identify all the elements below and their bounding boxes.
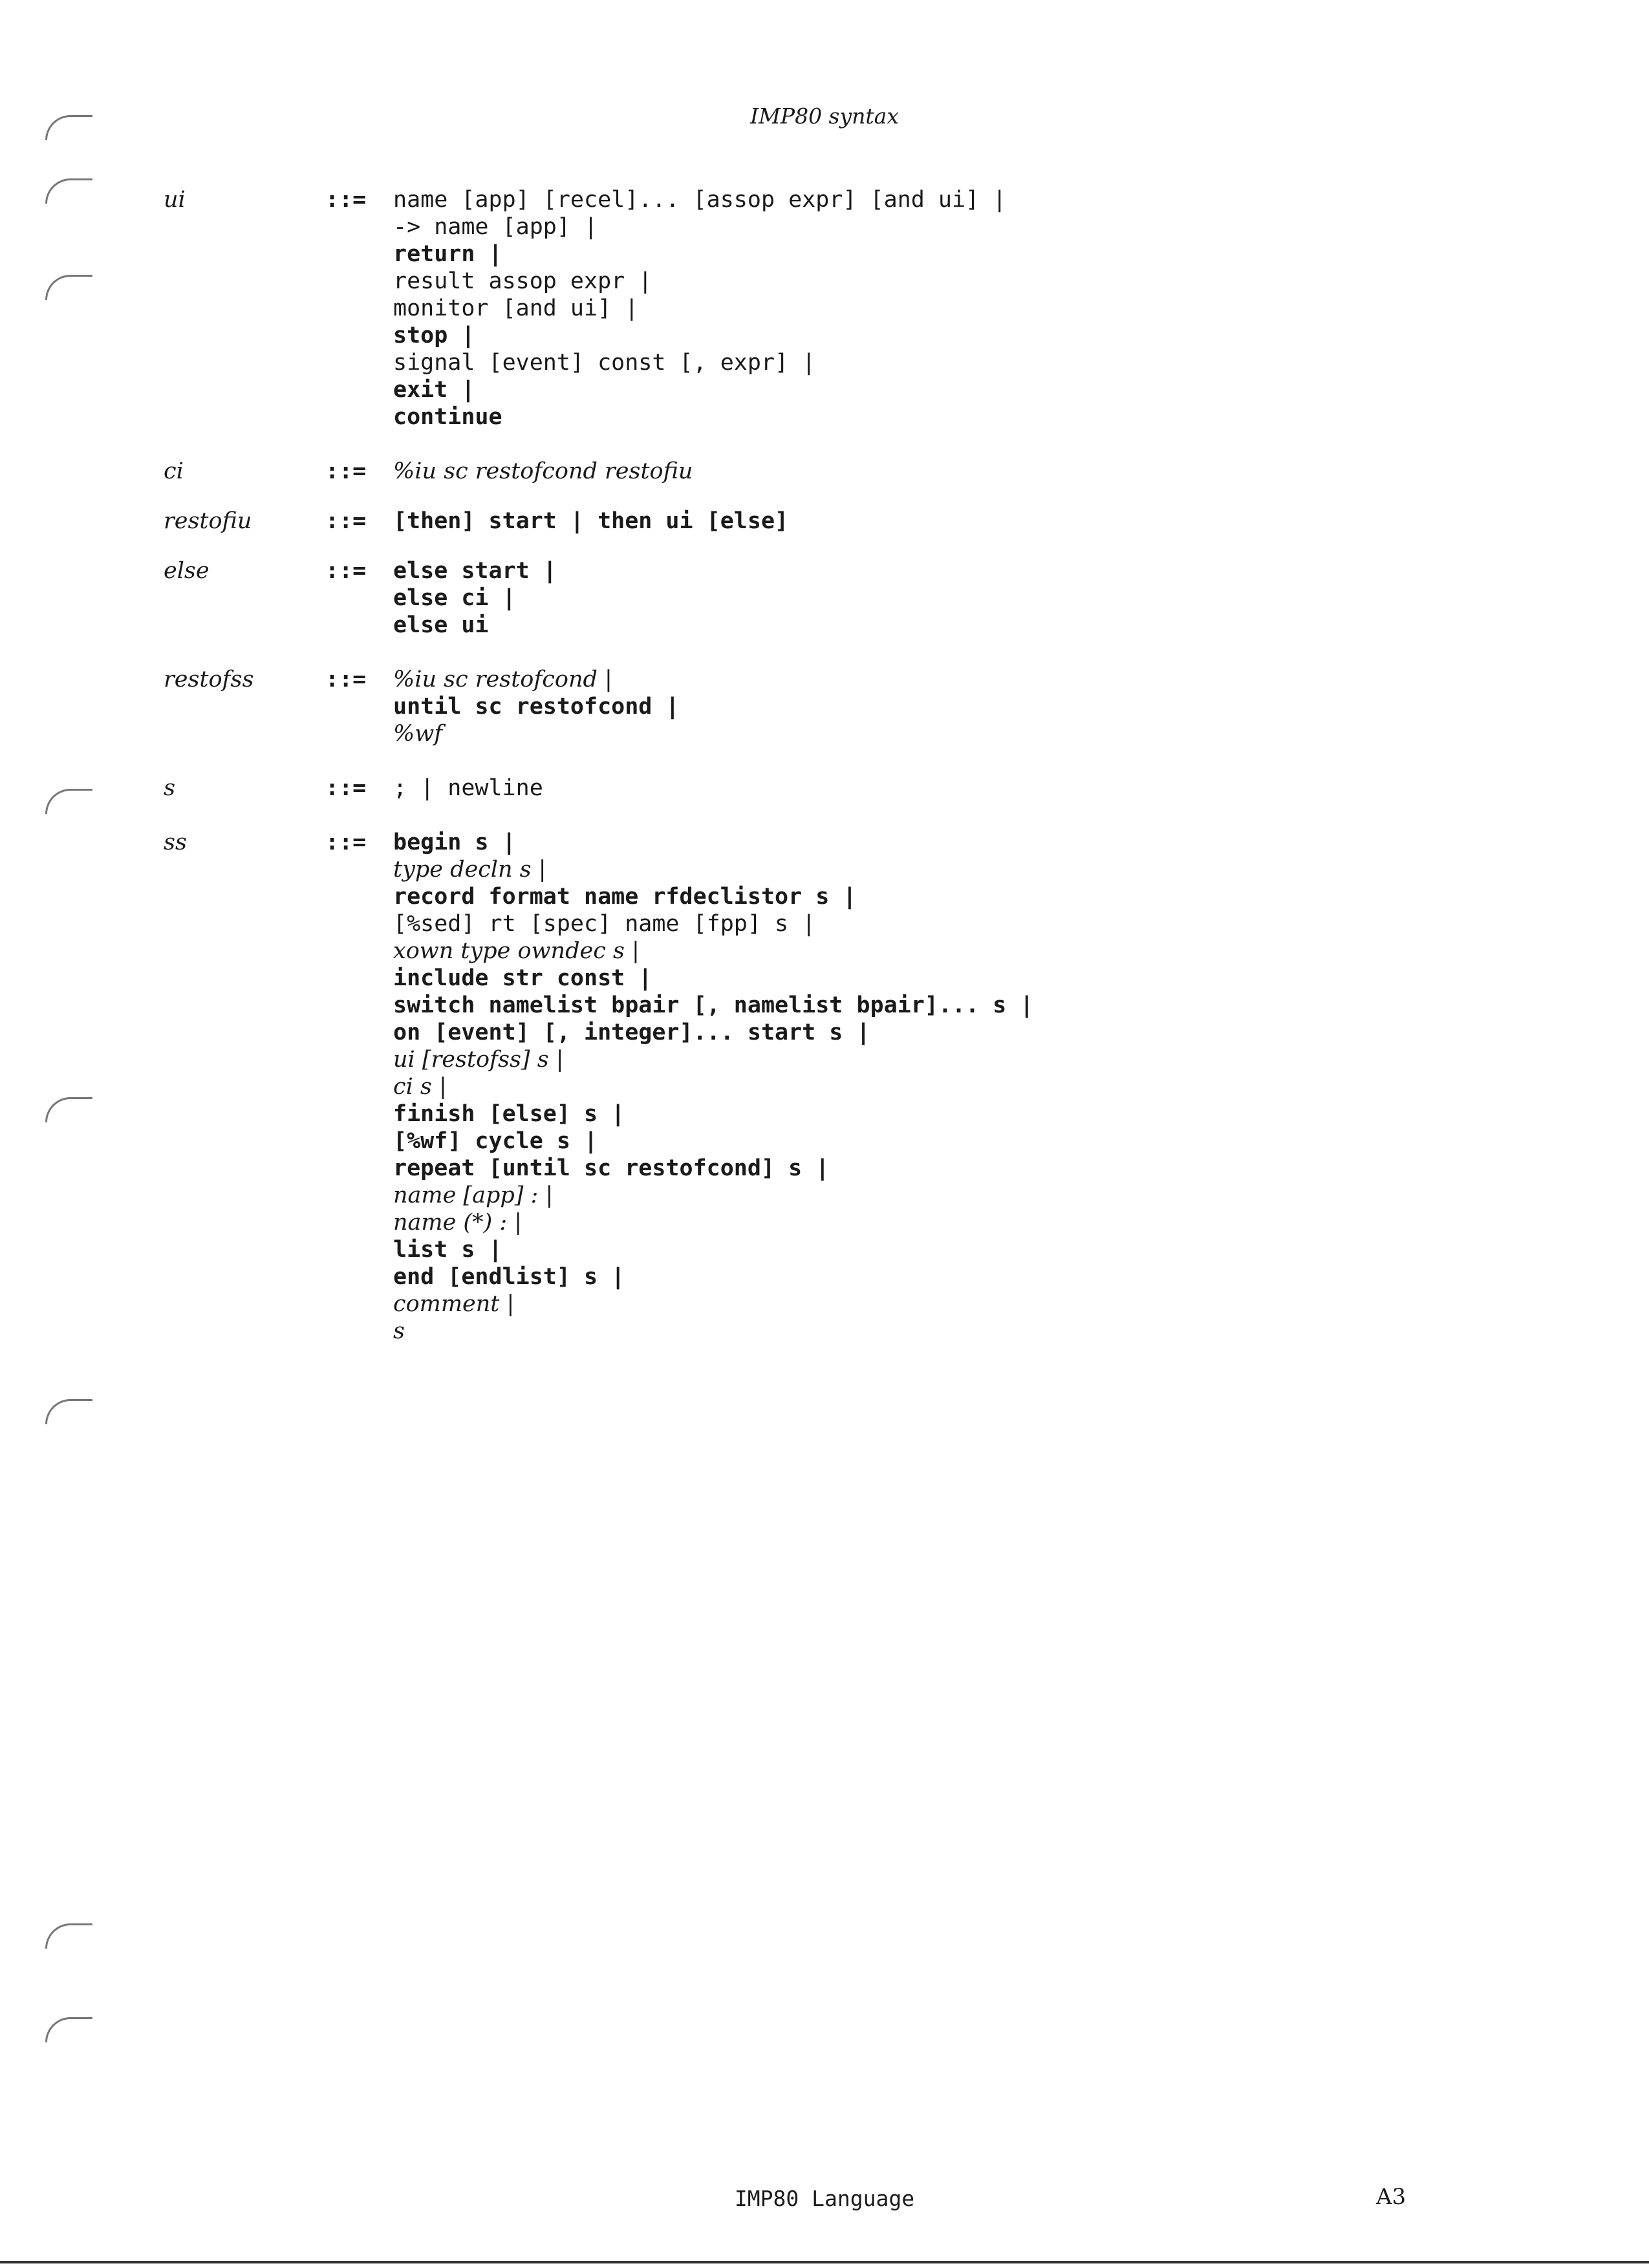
rule-alternative: exit | — [393, 377, 475, 403]
rule-alternative: signal [event] const [, expr] | — [393, 350, 816, 376]
rule-alternative: switch namelist bpair [, namelist bpair]... s | — [393, 992, 1034, 1018]
rule-rhs — [393, 666, 1457, 747]
rule-alternative: on [event] [, integer]... start s | — [393, 1020, 870, 1045]
punch-hole-mark — [45, 1399, 92, 1424]
rule-rhs — [393, 557, 1457, 639]
rule-operator: ::= — [325, 558, 367, 584]
punch-hole-mark — [45, 1923, 92, 1949]
rule-lhs: ci — [164, 458, 184, 484]
rule-alternative: name [app] : | — [393, 1182, 554, 1208]
rule-alternative: %iu sc restofcond restofiu — [393, 458, 693, 484]
punch-hole-mark — [45, 2017, 92, 2042]
rule-alternative: [%wf] cycle s | — [393, 1128, 598, 1154]
rule-alternative: [then] start | then ui [else] — [393, 508, 789, 534]
rule-alternative: %iu sc restofcond | — [393, 667, 612, 692]
rule-lhs: ss — [164, 829, 187, 855]
rule-alternative: return | — [393, 241, 502, 267]
rule-alternative: name (*) : | — [393, 1210, 523, 1236]
punch-hole-mark — [45, 789, 92, 814]
punch-hole-mark — [45, 275, 92, 300]
page-number: A3 — [1376, 2184, 1406, 2210]
rule-alternative: %wf — [393, 721, 443, 747]
rule-operator: ::= — [325, 187, 367, 213]
grammar-rule-restofss — [164, 666, 1457, 747]
grammar-rule-restofiu — [164, 508, 1457, 535]
rule-alternative: record format name rfdeclistor s | — [393, 884, 857, 910]
rule-alternative: repeat [until sc restofcond] s | — [393, 1155, 830, 1181]
rule-alternative: list s | — [393, 1237, 502, 1263]
grammar-rule-else — [164, 557, 1457, 639]
rule-lhs: else — [164, 558, 210, 584]
rule-alternative: continue — [393, 404, 502, 430]
rule-alternative: result assop expr | — [393, 268, 652, 294]
rule-alternative: xown type owndec s | — [393, 938, 640, 964]
rule-alternative: -> name [app] | — [393, 214, 598, 240]
rule-alternative: finish [else] s | — [393, 1101, 625, 1127]
rule-alternative: else ui — [393, 612, 489, 638]
rule-alternative: ; | newline — [393, 775, 543, 801]
page-bottom-rule — [0, 2261, 1649, 2263]
rule-lhs: s — [164, 775, 175, 801]
rule-alternative: monitor [and ui] | — [393, 295, 639, 321]
rule-rhs — [393, 775, 1457, 802]
rule-rhs — [393, 186, 1457, 431]
rule-alternative: [%sed] rt [spec] name [fpp] s | — [393, 911, 816, 937]
page-title: IMP80 syntax — [750, 103, 899, 129]
rule-lhs: ui — [164, 187, 186, 213]
rule-alternative: name [app] [recel]... [assop expr] [and ui] | — [393, 187, 1007, 213]
rule-alternative: end [endlist] s | — [393, 1264, 625, 1290]
rule-lhs: restofss — [164, 667, 254, 692]
rule-alternative: ci s | — [393, 1074, 447, 1100]
rule-operator: ::= — [325, 775, 367, 801]
rule-alternative: until sc restofcond | — [393, 694, 680, 720]
rule-alternative: ui [restofss] s | — [393, 1047, 564, 1073]
rule-alternative: else ci | — [393, 585, 516, 611]
rule-rhs — [393, 458, 1457, 485]
grammar-rule-ci — [164, 458, 1457, 485]
rule-alternative: s — [393, 1318, 405, 1344]
punch-hole-mark — [45, 178, 92, 204]
rule-rhs — [393, 829, 1457, 1345]
rule-alternative: begin s | — [393, 829, 516, 855]
rule-alternative: comment | — [393, 1291, 515, 1317]
footer-title: IMP80 Language — [734, 2186, 915, 2211]
rule-operator: ::= — [325, 458, 367, 484]
rule-operator: ::= — [325, 829, 367, 855]
rule-operator: ::= — [325, 667, 367, 692]
rule-alternative: type decln s | — [393, 857, 546, 883]
rule-lhs: restofiu — [164, 508, 252, 534]
grammar-rule-ui — [164, 186, 1457, 431]
rule-alternative: stop | — [393, 323, 475, 348]
grammar-rule-s — [164, 775, 1457, 802]
syntax-grammar — [164, 186, 1457, 1345]
rule-rhs — [393, 508, 1457, 535]
rule-alternative: else start | — [393, 558, 557, 584]
rule-alternative: include str const | — [393, 965, 652, 991]
rule-operator: ::= — [325, 508, 367, 534]
grammar-rule-ss — [164, 829, 1457, 1345]
punch-hole-mark — [45, 1097, 92, 1122]
